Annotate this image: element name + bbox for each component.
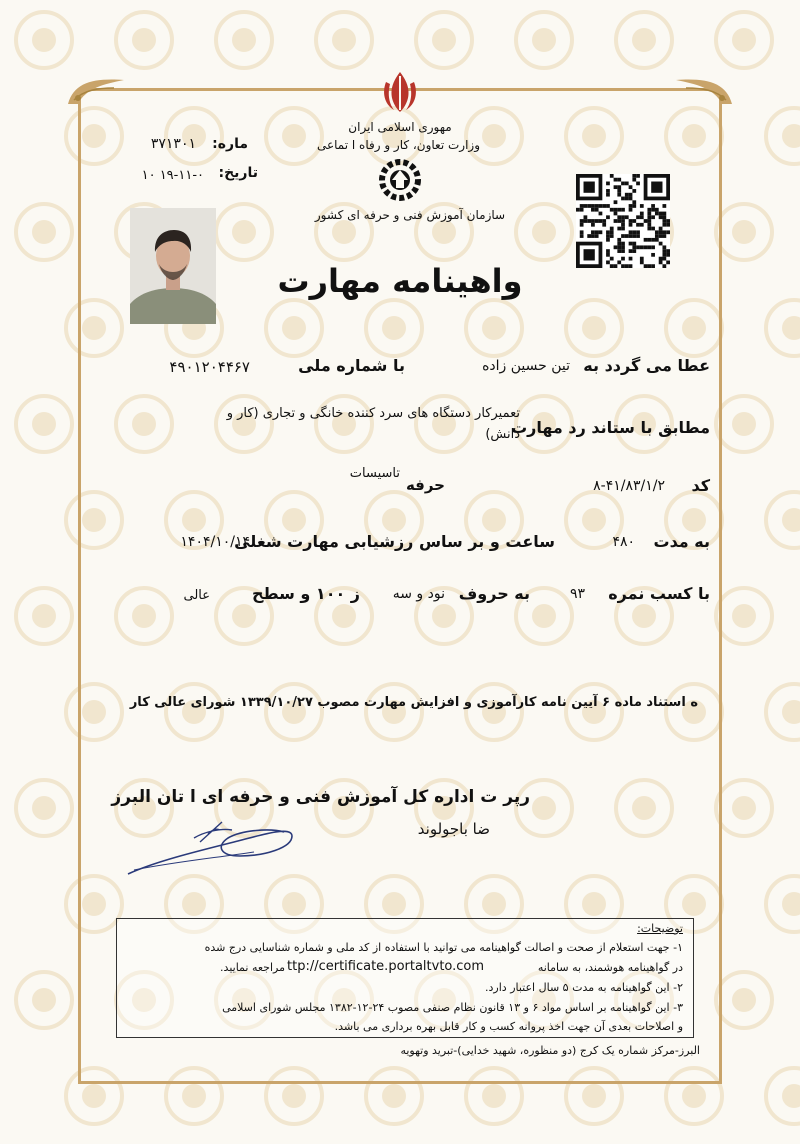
organization-text: سازمان آموزش فنی و حرفه ای کشور [314, 208, 506, 222]
duration-value: ۴۸۰ [612, 534, 635, 550]
score-value: ۹۳ [569, 586, 585, 602]
number-label: ماره: [212, 136, 248, 152]
code-label: کد [691, 476, 710, 495]
duration-label: به مدت [653, 532, 710, 551]
evaluation-date: ۱۴۰۴/۱۰/۱۴ [180, 534, 250, 550]
national-id-value: ۴۹۰۱۲۰۴۴۶۷ [169, 358, 250, 376]
basis-text: ه استناد ماده ۶ آیین نامه کارآموزی و افزایش مهارت مصوب ۱۳۳۹/۱۰/۲۷ شورای عالی کار [129, 695, 698, 710]
note-line-5: و اصلاحات بعدی آن جهت اخذ پروانه کسب و کار قابل بهره برداری می باشد. [334, 1020, 683, 1033]
letters-value: نود و سه [392, 586, 445, 602]
certificate-url[interactable]: ttp://certificate.portaltvto.com [287, 959, 485, 974]
signer-name: ضا باجولوند [417, 820, 490, 838]
note-line-2b: مراجعه نمایید. [220, 961, 285, 974]
standard-label: مطابق با ستاند رد مهارت [511, 418, 710, 437]
holder-name: تین حسین زاده [482, 358, 570, 374]
notes-title: توضیحات: [637, 922, 683, 935]
notes-box [116, 918, 694, 1038]
trade-label: حرفه [405, 476, 445, 494]
note-line-4: ۳- این گواهینامه بر اساس مواد ۶ و ۱۳ قانون نظام صنفی مصوب ۲۴-۱۲-۱۳۸۲ مجلس شورای اسلامی [222, 1001, 683, 1014]
footer-text: البرز-مرکز شماره یک کرج (دو منظوره، شهید خدایی)-تبرید وتهویه [400, 1044, 700, 1057]
date-value: ۱۹-۱۱-۰ ۱۰ [141, 168, 204, 183]
ministry-text: وزارت تعاون، کار و رفاه ا تماعی [316, 138, 480, 152]
hours-label: ساعت و بر ساس رزشیابی مهارت شغلی [234, 532, 555, 551]
ornament-top-right-icon [666, 74, 736, 108]
ornament-top-left-icon [64, 74, 134, 108]
tvto-logo-icon [368, 154, 432, 206]
standard-text-line2: دانش) [485, 427, 520, 442]
level-value: عالی [183, 588, 210, 603]
signer-position: رپر ت اداره کل آموزش فنی و حرفه ای ا تان البرز [111, 787, 530, 807]
holder-photo [130, 208, 216, 324]
letters-label: به حروف [458, 584, 530, 603]
trade-value: تاسیسات [349, 466, 400, 481]
out-of-100-label: ز ۱۰۰ و سطح [251, 584, 360, 603]
note-line-2a: در گواهینامه هوشمند، به سامانه [537, 961, 683, 974]
note-line-3: ۲- این گواهینامه به مدت ۵ سال اعتبار دارد. [485, 981, 683, 994]
note-line-1: ۱- جهت استعلام از صحت و اصالت گواهینامه می توانید با استفاده از کد ملی و شماره شناسایی درج شده [204, 941, 683, 954]
national-id-label: با شماره ملی [298, 356, 405, 375]
republic-text: مهوری اسلامی ایران [348, 120, 452, 134]
score-label: با کسب نمره [608, 584, 710, 603]
granted-label: عطا می گردد به [583, 356, 710, 375]
certificate-title: واهینامه مهارت [277, 262, 523, 300]
code-value: ۸-۴۱/۸۳/۱/۲ [593, 478, 665, 494]
date-label: تاریخ: [218, 165, 258, 181]
qr-code[interactable] [576, 174, 670, 268]
signature [124, 812, 302, 882]
number-value: ۳۷۱۳۰۱ [150, 136, 196, 152]
standard-text-line1: تعمیرکار دستگاه های سرد کننده خانگی و تجاری (کار و [226, 406, 520, 421]
iran-emblem-icon [378, 68, 422, 114]
